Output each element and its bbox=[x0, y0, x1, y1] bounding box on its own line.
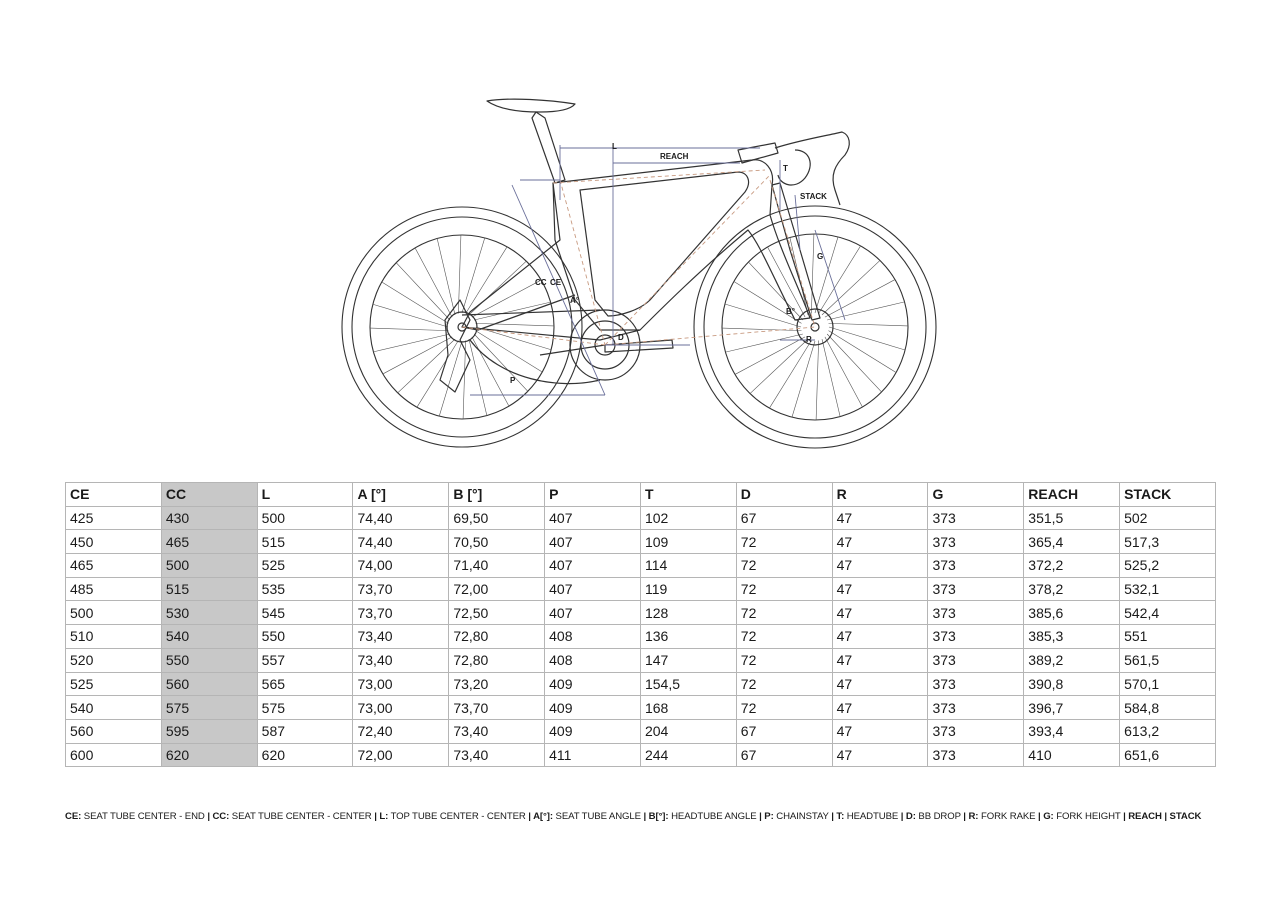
table-cell: 109 bbox=[640, 530, 736, 554]
front-wheel-tire bbox=[694, 206, 936, 448]
table-row bbox=[66, 530, 1216, 554]
table-cell: 500 bbox=[161, 554, 257, 578]
table-cell: 651,6 bbox=[1120, 743, 1216, 767]
table-cell: 119 bbox=[640, 577, 736, 601]
column-header: P bbox=[545, 483, 641, 507]
table-row bbox=[66, 506, 1216, 530]
table-cell: 73,40 bbox=[449, 743, 545, 767]
table-cell: 560 bbox=[161, 672, 257, 696]
table-cell: 550 bbox=[257, 625, 353, 649]
table-cell: 373 bbox=[928, 506, 1024, 530]
table-cell: 72 bbox=[736, 696, 832, 720]
table-cell: 74,40 bbox=[353, 530, 449, 554]
table-cell: 73,40 bbox=[353, 648, 449, 672]
table-cell: 485 bbox=[66, 577, 162, 601]
table-cell: 373 bbox=[928, 743, 1024, 767]
table-cell: 72,80 bbox=[449, 625, 545, 649]
table-cell: 515 bbox=[161, 577, 257, 601]
table-row bbox=[66, 625, 1216, 649]
table-cell: 551 bbox=[1120, 625, 1216, 649]
table-cell: 72,80 bbox=[449, 648, 545, 672]
label-r: R bbox=[806, 335, 812, 344]
table-cell: 373 bbox=[928, 601, 1024, 625]
table-cell: 136 bbox=[640, 625, 736, 649]
table-cell: 393,4 bbox=[1024, 719, 1120, 743]
table-cell: 561,5 bbox=[1120, 648, 1216, 672]
table-cell: 154,5 bbox=[640, 672, 736, 696]
table-cell: 73,70 bbox=[353, 601, 449, 625]
table-cell: 545 bbox=[257, 601, 353, 625]
label-t: T bbox=[783, 164, 788, 173]
table-cell: 530 bbox=[161, 601, 257, 625]
legend-description: FORK RAKE bbox=[978, 811, 1039, 822]
table-cell: 465 bbox=[66, 554, 162, 578]
table-cell: 72 bbox=[736, 530, 832, 554]
table-row bbox=[66, 577, 1216, 601]
table-cell: 407 bbox=[545, 577, 641, 601]
legend-key: | G: bbox=[1038, 811, 1054, 822]
legend-key: | R: bbox=[963, 811, 979, 822]
legend-key: | B[°]: bbox=[643, 811, 669, 822]
saddle bbox=[487, 99, 575, 112]
column-header: B [°] bbox=[449, 483, 545, 507]
table-cell: 47 bbox=[832, 506, 928, 530]
table-cell: 73,20 bbox=[449, 672, 545, 696]
label-stack: STACK bbox=[800, 192, 827, 201]
table-cell: 47 bbox=[832, 577, 928, 601]
table-cell: 425 bbox=[66, 506, 162, 530]
column-header: CE bbox=[66, 483, 162, 507]
table-cell: 47 bbox=[832, 530, 928, 554]
table-cell: 72,50 bbox=[449, 601, 545, 625]
table-cell: 74,40 bbox=[353, 506, 449, 530]
table-cell: 74,00 bbox=[353, 554, 449, 578]
table-cell: 407 bbox=[545, 530, 641, 554]
legend-key: | REACH | STACK bbox=[1123, 811, 1202, 822]
table-cell: 47 bbox=[832, 648, 928, 672]
label-b: B° bbox=[786, 307, 795, 316]
legend-description: HEADTUBE ANGLE bbox=[668, 811, 760, 822]
table-row bbox=[66, 743, 1216, 767]
table-cell: 244 bbox=[640, 743, 736, 767]
table-cell: 407 bbox=[545, 554, 641, 578]
table-cell: 373 bbox=[928, 625, 1024, 649]
table-cell: 70,50 bbox=[449, 530, 545, 554]
table-cell: 408 bbox=[545, 625, 641, 649]
column-header: D bbox=[736, 483, 832, 507]
legend-description: HEADTUBE bbox=[844, 811, 901, 822]
table-cell: 73,00 bbox=[353, 672, 449, 696]
table-cell: 72 bbox=[736, 577, 832, 601]
table-cell: 510 bbox=[66, 625, 162, 649]
column-header: R bbox=[832, 483, 928, 507]
legend-description: SEAT TUBE CENTER - END bbox=[81, 811, 208, 822]
legend-description: FORK HEIGHT bbox=[1053, 811, 1124, 822]
table-cell: 102 bbox=[640, 506, 736, 530]
table-cell: 520 bbox=[66, 648, 162, 672]
label-ce: CE bbox=[550, 278, 562, 287]
table-cell: 47 bbox=[832, 625, 928, 649]
table-cell: 525 bbox=[257, 554, 353, 578]
table-cell: 502 bbox=[1120, 506, 1216, 530]
table-cell: 73,40 bbox=[353, 625, 449, 649]
table-cell: 47 bbox=[832, 601, 928, 625]
table-cell: 73,70 bbox=[353, 577, 449, 601]
table-row bbox=[66, 648, 1216, 672]
table-cell: 72 bbox=[736, 648, 832, 672]
table-cell: 390,8 bbox=[1024, 672, 1120, 696]
table-cell: 465 bbox=[161, 530, 257, 554]
table-cell: 575 bbox=[257, 696, 353, 720]
table-cell: 532,1 bbox=[1120, 577, 1216, 601]
legend-key: | T: bbox=[831, 811, 845, 822]
column-header: T bbox=[640, 483, 736, 507]
legend-key: | L: bbox=[374, 811, 389, 822]
table-cell: 69,50 bbox=[449, 506, 545, 530]
column-header: CC bbox=[161, 483, 257, 507]
table-cell: 540 bbox=[161, 625, 257, 649]
table-cell: 73,40 bbox=[449, 719, 545, 743]
table-cell: 560 bbox=[66, 719, 162, 743]
table-cell: 385,6 bbox=[1024, 601, 1120, 625]
column-header: A [°] bbox=[353, 483, 449, 507]
table-cell: 168 bbox=[640, 696, 736, 720]
table-cell: 587 bbox=[257, 719, 353, 743]
legend-description: TOP TUBE CENTER - CENTER bbox=[388, 811, 529, 822]
table-cell: 47 bbox=[832, 672, 928, 696]
column-header: G bbox=[928, 483, 1024, 507]
legend-description: SEAT TUBE ANGLE bbox=[552, 811, 644, 822]
table-row bbox=[66, 672, 1216, 696]
table-cell: 515 bbox=[257, 530, 353, 554]
legend-key: | A[°]: bbox=[528, 811, 553, 822]
table-cell: 67 bbox=[736, 719, 832, 743]
table-cell: 411 bbox=[545, 743, 641, 767]
table-cell: 575 bbox=[161, 696, 257, 720]
table-cell: 407 bbox=[545, 601, 641, 625]
table-cell: 72,00 bbox=[449, 577, 545, 601]
legend-description: BB DROP bbox=[915, 811, 964, 822]
table-cell: 595 bbox=[161, 719, 257, 743]
table-cell: 613,2 bbox=[1120, 719, 1216, 743]
table-cell: 517,3 bbox=[1120, 530, 1216, 554]
table-cell: 147 bbox=[640, 648, 736, 672]
table-cell: 47 bbox=[832, 554, 928, 578]
table-cell: 365,4 bbox=[1024, 530, 1120, 554]
table-row bbox=[66, 601, 1216, 625]
geometry-table bbox=[65, 482, 1216, 767]
table-cell: 72 bbox=[736, 672, 832, 696]
table-cell: 373 bbox=[928, 719, 1024, 743]
table-cell: 372,2 bbox=[1024, 554, 1120, 578]
table-cell: 351,5 bbox=[1024, 506, 1120, 530]
table-cell: 71,40 bbox=[449, 554, 545, 578]
table-cell: 570,1 bbox=[1120, 672, 1216, 696]
table-cell: 373 bbox=[928, 672, 1024, 696]
table-cell: 407 bbox=[545, 506, 641, 530]
legend-description: SEAT TUBE CENTER - CENTER bbox=[229, 811, 375, 822]
table-cell: 409 bbox=[545, 719, 641, 743]
table-cell: 600 bbox=[66, 743, 162, 767]
table-cell: 409 bbox=[545, 672, 641, 696]
table-cell: 550 bbox=[161, 648, 257, 672]
table-cell: 373 bbox=[928, 648, 1024, 672]
table-cell: 373 bbox=[928, 530, 1024, 554]
table-cell: 620 bbox=[161, 743, 257, 767]
table-cell: 47 bbox=[832, 743, 928, 767]
table-cell: 500 bbox=[66, 601, 162, 625]
table-cell: 584,8 bbox=[1120, 696, 1216, 720]
table-cell: 373 bbox=[928, 577, 1024, 601]
table-cell: 525,2 bbox=[1120, 554, 1216, 578]
label-l: L bbox=[612, 142, 617, 151]
table-cell: 72,00 bbox=[353, 743, 449, 767]
table-cell: 385,3 bbox=[1024, 625, 1120, 649]
table-cell: 620 bbox=[257, 743, 353, 767]
table-cell: 540 bbox=[66, 696, 162, 720]
table-cell: 396,7 bbox=[1024, 696, 1120, 720]
table-cell: 378,2 bbox=[1024, 577, 1120, 601]
table-cell: 525 bbox=[66, 672, 162, 696]
table-header-row bbox=[66, 483, 1216, 507]
legend-description: CHAINSTAY bbox=[773, 811, 832, 822]
table-cell: 114 bbox=[640, 554, 736, 578]
table-cell: 128 bbox=[640, 601, 736, 625]
label-reach: REACH bbox=[660, 152, 689, 161]
table-cell: 557 bbox=[257, 648, 353, 672]
column-header: L bbox=[257, 483, 353, 507]
table-cell: 67 bbox=[736, 743, 832, 767]
column-header: STACK bbox=[1120, 483, 1216, 507]
table-row bbox=[66, 719, 1216, 743]
label-g: G bbox=[817, 252, 824, 261]
table-cell: 430 bbox=[161, 506, 257, 530]
bike-geometry-diagram bbox=[330, 90, 950, 460]
table-cell: 73,70 bbox=[449, 696, 545, 720]
table-cell: 73,00 bbox=[353, 696, 449, 720]
table-cell: 47 bbox=[832, 696, 928, 720]
table-cell: 47 bbox=[832, 719, 928, 743]
table-cell: 72 bbox=[736, 625, 832, 649]
table-cell: 72,40 bbox=[353, 719, 449, 743]
table-cell: 67 bbox=[736, 506, 832, 530]
table-cell: 72 bbox=[736, 601, 832, 625]
table-cell: 535 bbox=[257, 577, 353, 601]
table-cell: 450 bbox=[66, 530, 162, 554]
label-a: A° bbox=[570, 296, 579, 305]
legend-key: | P: bbox=[759, 811, 774, 822]
table-cell: 373 bbox=[928, 696, 1024, 720]
abbreviation-legend bbox=[65, 811, 1265, 822]
legend-key: | CC: bbox=[207, 811, 230, 822]
legend-key: CE: bbox=[65, 811, 82, 822]
label-d: D bbox=[618, 333, 624, 342]
label-cc: CC bbox=[535, 278, 547, 287]
table-cell: 565 bbox=[257, 672, 353, 696]
table-cell: 389,2 bbox=[1024, 648, 1120, 672]
table-row bbox=[66, 554, 1216, 578]
table-cell: 204 bbox=[640, 719, 736, 743]
legend-key: | D: bbox=[900, 811, 916, 822]
table-cell: 408 bbox=[545, 648, 641, 672]
table-cell: 409 bbox=[545, 696, 641, 720]
table-row bbox=[66, 696, 1216, 720]
table-cell: 72 bbox=[736, 554, 832, 578]
column-header: REACH bbox=[1024, 483, 1120, 507]
label-p: P bbox=[510, 376, 516, 385]
table-cell: 373 bbox=[928, 554, 1024, 578]
table-cell: 542,4 bbox=[1120, 601, 1216, 625]
table-cell: 410 bbox=[1024, 743, 1120, 767]
table-cell: 500 bbox=[257, 506, 353, 530]
